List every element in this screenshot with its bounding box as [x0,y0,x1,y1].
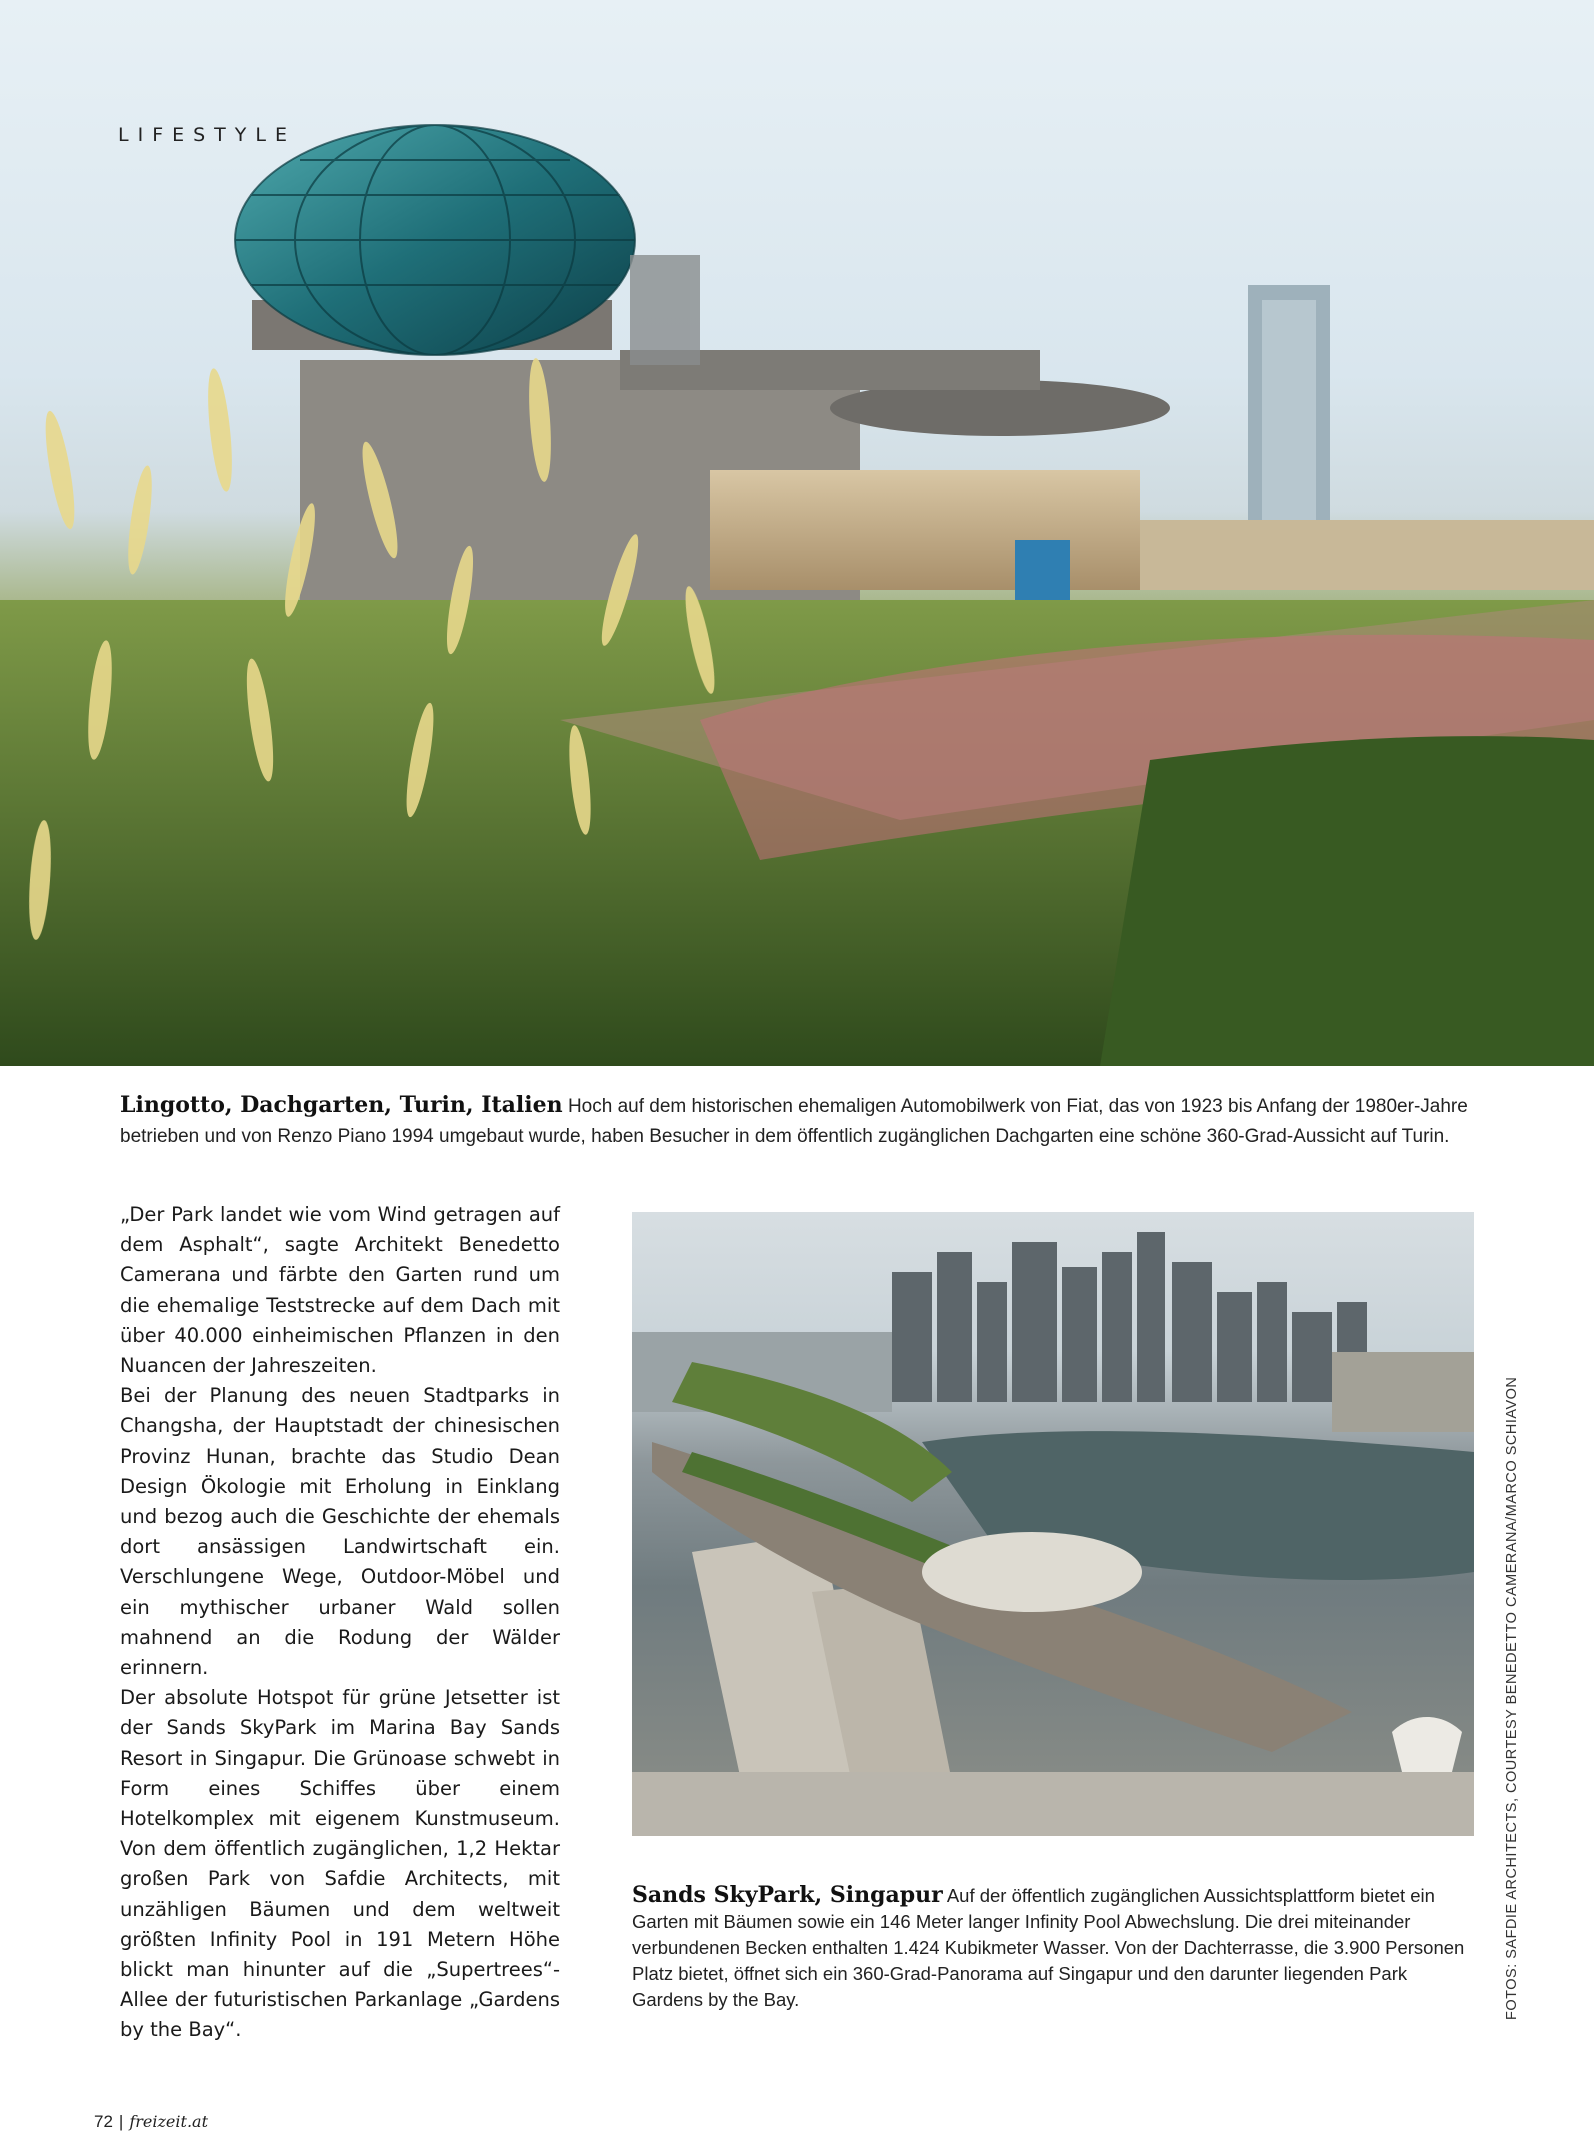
skypark-photo [632,1212,1474,1836]
hero-caption-text: Hoch auf dem historischen ehemaligen Automobilwerk von Fiat, das von 1923 bis Anfang der 1980er-Jahre betrieben und von Renzo Piano 1994 umgebaut wurde, haben Besucher in dem öffentlich zugänglichen Dachgarten eine schöne 360-Grad-Aussicht auf Turin. [120,1096,1468,1147]
skypark-caption-text: Auf der öffentlich zugänglichen Aussichtsplattform bietet ein Garten mit Bäumen sowie ein 146 Meter langer Infinity Pool Abwechslung. Die drei miteinander verbundenen Becken enthalten 1.424 Kubikmeter Wasser. Von der Dachterrasse, die 3.900 Personen Platz bietet, öffnet sich ein 360-Grad-Panorama auf Singapur und den darunter liegenden Park Gardens by the Bay. [632,1885,1465,2010]
hero-photo-illustration [0,0,1594,1066]
skypark-caption [632,1882,1474,2013]
article-body [120,1200,560,2046]
hero-photo [0,0,1594,1066]
section-label: LIFESTYLE [118,124,296,146]
article-paragraph: Der absolute Hotspot für grüne Jetsetter ist der Sands SkyPark im Marina Bay Sands Resort in Singapur. Die Grünoase schwebt in Form eines Schiffes über einem Hotelkomplex mit eigenem Kunstmuseum. Von dem öffentlich zugänglichen, 1,2 Hektar großen Park von Safdie Architects, mit unzähligen Bäumen und dem weltweit größten Infinity Pool in 191 Metern Höhe blickt man hinunter auf die „Supertrees“-Allee der futuristischen Parkanlage „Gardens by the Bay“. [120,1686,560,2042]
article-paragraph: Bei der Planung des neuen Stadtparks in Changsha, der Hauptstadt der chinesischen Provinz Hunan, brachte das Studio Dean Design Ökologie mit Erholung in Einklang und bezog auch die Geschichte der ehemals dort ansässigen Landwirtschaft ein. Verschlungene Wege, Outdoor-Möbel und ein mythischer urbaner Wald sollen mahnend an die Rodung der Wälder erinnern. [120,1384,560,1680]
site-link[interactable]: freizeit.at [129,2112,208,2131]
page-footer [94,2112,208,2132]
footer-separator: | [118,2112,124,2131]
skypark-photo-illustration [632,1212,1474,1836]
page-number: 72 [94,2112,113,2131]
hero-caption-title: Lingotto, Dachgarten, Turin, Italien [120,1092,563,1118]
photo-credit: FOTOS: SAFDIE ARCHITECTS, COURTESY BENEDETTO CAMERANA/MARCO SCHIAVON [1504,1376,1520,2020]
skypark-caption-title: Sands SkyPark, Singapur [632,1882,943,1908]
hero-caption [120,1090,1480,1152]
article-paragraph: „Der Park landet wie vom Wind getragen auf dem Asphalt“, sagte Architekt Benedetto Camerana und färbte den Garten rund um die ehemalige Teststrecke auf dem Dach mit über 40.000 einheimischen Pflanzen in den Nuancen der Jahreszeiten. [120,1203,560,1378]
